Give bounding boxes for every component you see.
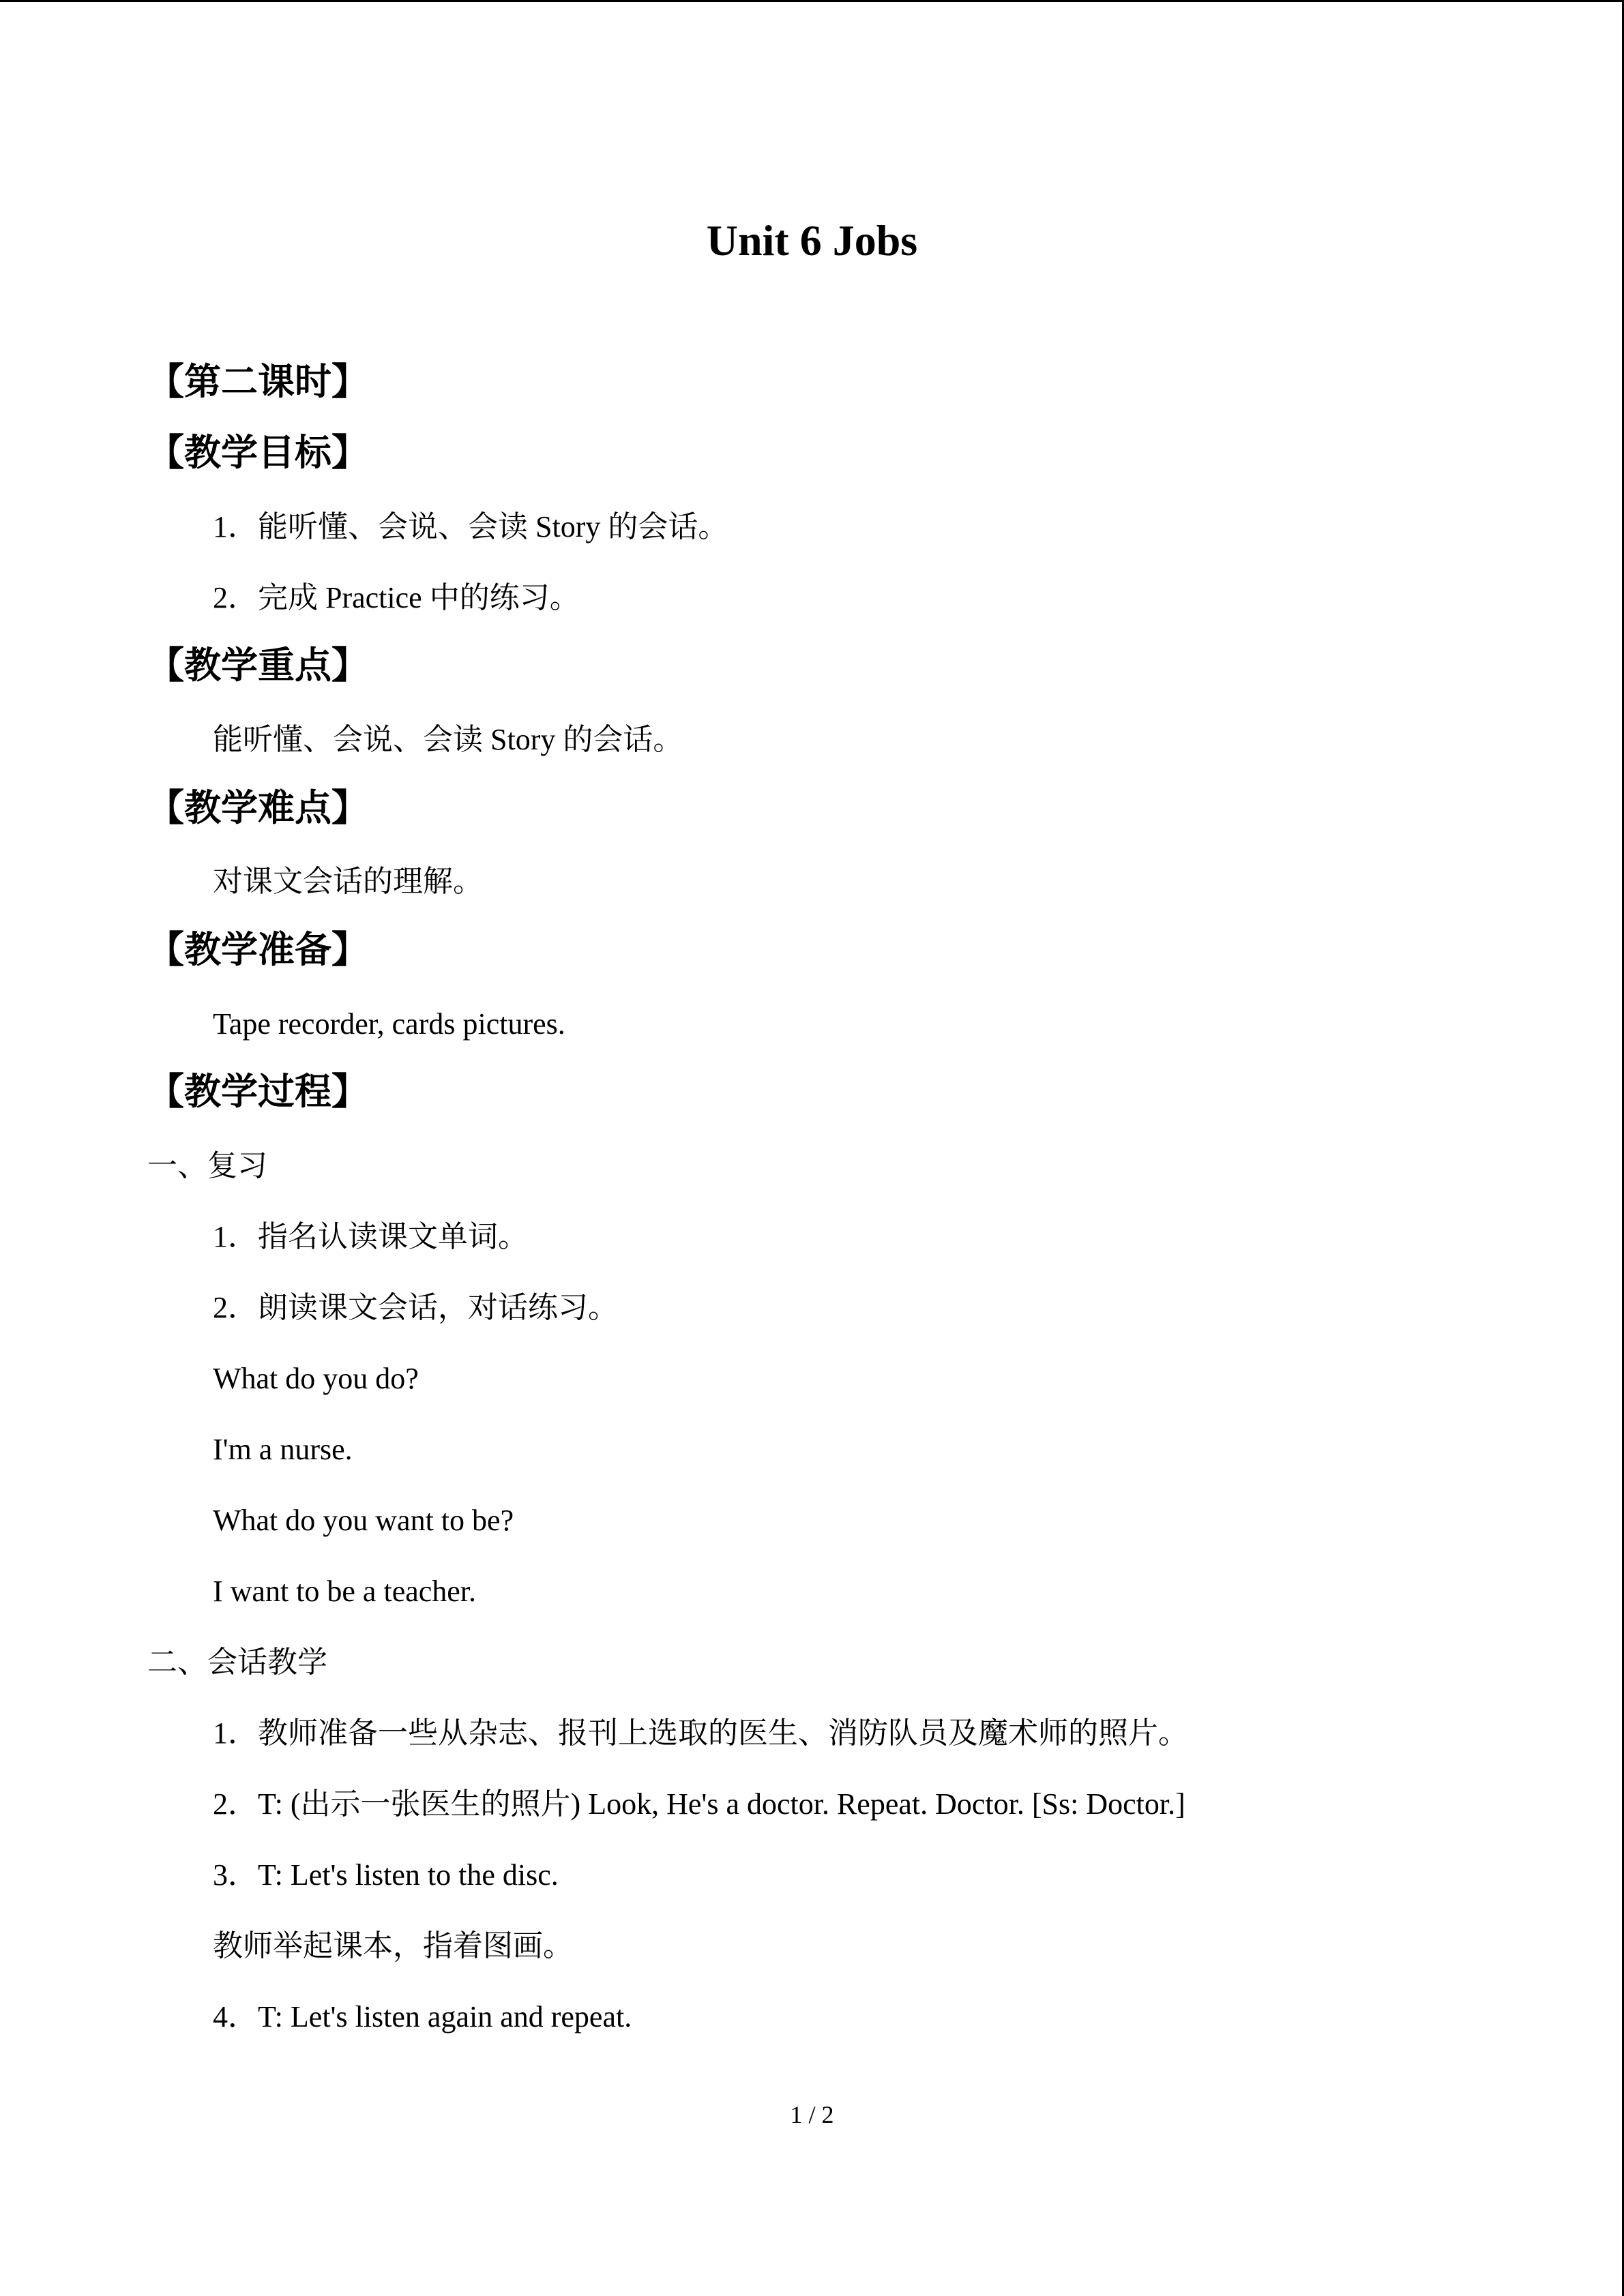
objective-item-1: 1．能听懂、会说、会读 Story 的会话。 [213,510,728,543]
document-title: Unit 6 Jobs [706,216,918,265]
preparation-heading: 【教学准备】 [147,929,368,970]
dialogue-line-1: What do you do? [213,1362,419,1395]
objectives-heading: 【教学目标】 [147,432,368,473]
part2-item-1: 1．教师准备一些从杂志、报刊上选取的医生、消防队员及魔术师的照片。 [213,1716,1188,1750]
part1-item-1: 1．指名认读课文单词。 [213,1220,528,1253]
process-part2-title: 二、会话教学 [147,1645,327,1679]
process-heading: 【教学过程】 [147,1071,368,1112]
dialogue-line-2: I'm a nurse. [213,1433,353,1466]
process-part1-title: 一、复习 [147,1149,267,1182]
key-points-text: 能听懂、会说、会读 Story 的会话。 [213,723,683,756]
lesson-heading: 【第二课时】 [147,361,368,402]
preparation-text: Tape recorder, cards pictures. [213,1007,565,1041]
part2-item-4: 4．T: Let's listen again and repeat. [213,2000,632,2033]
part1-item-2: 2．朗读课文会话，对话练习。 [213,1291,618,1324]
key-points-heading: 【教学重点】 [147,645,368,686]
difficulties-heading: 【教学难点】 [147,788,368,829]
difficulties-text: 对课文会话的理解。 [213,865,483,898]
page-number: 1 / 2 [790,2101,834,2128]
objective-item-2: 2．完成 Practice 中的练习。 [213,581,580,614]
part2-item-3-note: 教师举起课本，指着图画。 [213,1929,573,1963]
dialogue-line-4: I want to be a teacher. [213,1575,477,1608]
part2-item-3: 3．T: Let's listen to the disc. [213,1858,559,1892]
dialogue-line-3: What do you want to be? [213,1504,514,1537]
part2-item-2: 2．T: (出示一张医生的照片) Look, He's a doctor. Repeat. Doctor. [Ss: Doctor.] [213,1787,1185,1821]
